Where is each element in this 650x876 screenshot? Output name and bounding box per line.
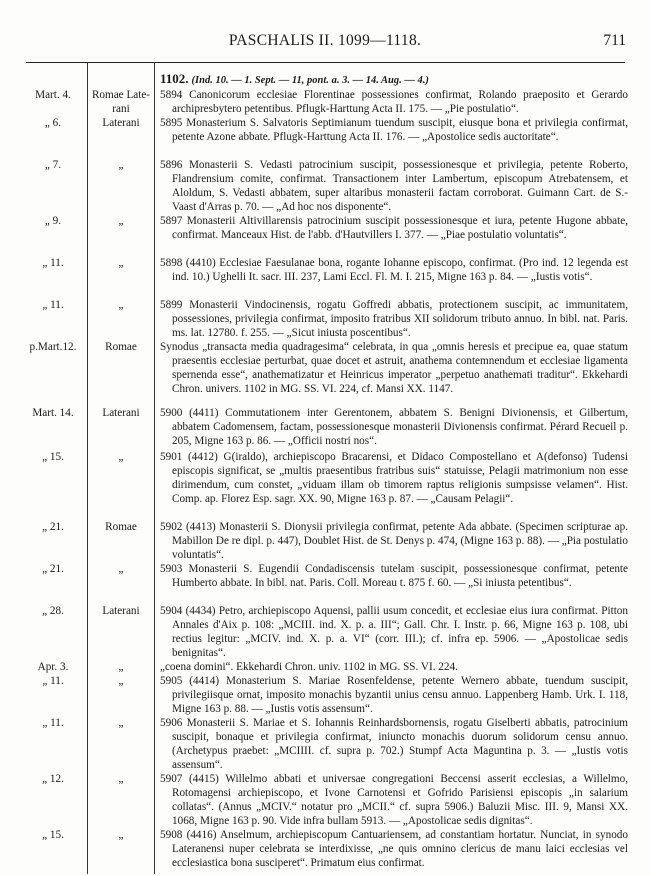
- entry-place: „: [118, 717, 124, 729]
- year-heading: [160, 72, 628, 88]
- entry-text: 5908 (4416) Anselmum, archiepiscopum Cantuariensem, ad constantiam hortatur. Nunciat, in synodo Lateranensi nuper celebrata se interdixisse, „ne quis omnino clericus de manu laici ecclesias vel ecclesiastica bona susciperet“. Primatum eius confirmat.: [160, 829, 628, 869]
- entry-place: Romae Late-rani: [91, 89, 151, 115]
- entry-text: 5899 Monasterii Vindocinensis, rogatu Goffredi abbatis, protectionem suscipit, ac immunitatem, possessiones, privilegia confirmat, imposito fratribus XII solidorum tributo annuo. In bibl. nat. Paris. ms. lat. 12780. f. 255. — „Sicut iniusta poscentibus“.: [160, 299, 628, 339]
- entry-text: 5905 (4414) Monasterium S. Mariae Rosenfeldense, petente Wernero abbate, tuendum suscipit, privilegiisque ornat, imposito monachis byzantii unius censu annuo. Lappenberg Hamb. Urk. I. 118, Migne 163 p. 88. — „Iustis votis assensum“.: [160, 675, 628, 715]
- header-rule: [26, 62, 625, 63]
- entry-date: „ 9.: [44, 215, 62, 227]
- entry-date: „ 7.: [44, 159, 62, 171]
- entry-date: „ 15.: [42, 829, 64, 841]
- entry-text: 5903 Monasterii S. Eugendii Condadiscensis tutelam suscipit, possessionesque confirmat, petente Humberto abbate. In bibl. nat. Paris. Coll. Moreau t. 875 f. 60. — „Si iniusta petentibus“.: [160, 563, 628, 589]
- running-title: PASCHALIS II. 1099—1118.: [228, 32, 422, 49]
- entry-text: 5894 Canonicorum ecclesiae Florentinae possessiones confirmat, Rolando praeposito et Gerardo archipresbytero petentibus. Pflugk-Harttung Acta II. 175. — „Pie postulatio“.: [160, 89, 628, 115]
- entry-date: „ 11.: [42, 675, 64, 687]
- entry-date: „ 28.: [42, 605, 64, 617]
- year-number: 1102.: [160, 71, 189, 86]
- column-divider-date-place: [87, 62, 88, 874]
- entry-text: 5898 (4410) Ecclesiae Faesulanae bona, rogante Iohanne episcopo, confirmat. (Pro ind. 12 legenda est ind. 10.) Ughelli It. sacr. III. 237, Lami Eccl. Fl. M. I. 215, Migne 163 p. 84. — „Iustis votis“.: [160, 257, 628, 283]
- entry-place: „: [118, 299, 124, 311]
- entry-text: 5902 (4413) Monasterii S. Dionysii privilegia confirmat, petente Ada abbate. (Specimen scripturae ap. Mabillon De re dipl. p. 447), Doublet Hist. de St. Denys p. 474, (Migne 163 p. 88). — „Pia postulatio voluntatis“.: [160, 521, 628, 561]
- indiction-info: (Ind. 10. — 1. Sept. — 11, pont. a. 3. — 14. Aug. — 4.): [191, 75, 429, 86]
- entry-text: 5904 (4434) Petro, archiepiscopo Aquensi, pallii usum concedit, et ecclesiae eius iura confirmat. Pitton Annales d'Aix p. 108: „MCIII. ind. X. p. a. III“; Gall. Chr. I. Instr. p. 66, Migne 163 p. 108, ubi rectius legitur: „MCIV. ind. X. p. a. VI“ (corr. III.); cf. infra ep. 5906. — „Apostolicae sedis benignitas“.: [160, 605, 628, 659]
- entry-date: „ 11.: [42, 717, 64, 729]
- entry-place: „: [118, 215, 124, 227]
- entry-text: 5900 (4411) Commutationem inter Gerentonem, abbatem S. Benigni Divionensis, et Gilbertum, abbatem Cadomensem, factam, possessionesque monasterii Divionensis confirmat. Pérard Recueil p. 205, Migne 163 p. 86. — „Officii nostri nos“.: [160, 407, 628, 447]
- entry-date: „ 6.: [44, 117, 62, 129]
- entry-place: „: [118, 257, 124, 269]
- page-number: 711: [603, 32, 626, 49]
- entry-place: Romae: [105, 521, 137, 533]
- entry-place: „: [118, 773, 124, 785]
- entry-place: Laterani: [102, 117, 140, 129]
- entry-date: Apr. 3.: [37, 661, 69, 673]
- entry-text: 5895 Monasterium S. Salvatoris Septimianum tuendum suscipit, eiusque bona et privilegia confirmat, petente Azone abbate. Pflugk-Harttung Acta II. 176. — „Apostolice sedis auctoritate“.: [160, 117, 628, 143]
- entry-date: „ 11.: [42, 257, 64, 269]
- entry-date: Mart. 4.: [35, 89, 71, 101]
- running-header: [24, 26, 626, 48]
- entry-date: „ 21.: [42, 521, 64, 533]
- entry-place: „: [118, 563, 124, 575]
- entry-text: 5901 (4412) G(iraldo), archiepiscopo Bracarensi, et Didaco Compostellano et A(defonso) Tudensi episcopis significat, se „multis praesentibus fratribus suis“ statuisse, Pelagii matrimonium non esse dirimendum, cum constet, „viduam illam ob timorem raptus religionis sumpsisse velamen“. Hist. Comp. ap. Florez Esp. sagr. XX. 90, Migne 163 p. 87. — „Causam Pelagii“.: [160, 451, 628, 505]
- entry-date: „ 12.: [42, 773, 64, 785]
- entry-place: Laterani: [102, 605, 140, 617]
- entry-text: 5906 Monasterii S. Mariae et S. Iohannis Reinhardsbornensis, rogatu Giselberti abbatis, patrocinium suscipit, bonaque et privilegia confirmat, iniuncto monachis duorum solidorum censu annuo. (Archetypus praebet: „MCIIII. cf. supra p. 702.) Stumpf Acta Maguntina p. 3. — „Iustis votis assensum“.: [160, 717, 628, 771]
- entry-place: „: [118, 675, 124, 687]
- entry-date: „ 11.: [42, 299, 64, 311]
- entry-place: „: [118, 829, 124, 841]
- entry-place: Romae: [105, 341, 137, 353]
- entry-text: 5907 (4415) Willelmo abbati et universae congregationi Beccensi asserit ecclesias, a Willelmo, Rotomagensi archiepiscopo, et Ivone Carnotensi et Gofrido Parisiensi episcopis „in salarium collatas“. (Annus „MCIV.“ notatur pro „MCII.“ cf. supra 5906.) Baluzii Misc. III. 9, Mansi XX. 1068, Migne 163 p. 90. Vide infra bullam 5913. — „Apostolicae sedis dignitas“.: [160, 773, 628, 827]
- entry-place: „: [118, 159, 124, 171]
- entry-date: p.Mart.12.: [29, 341, 77, 353]
- entry-date: Mart. 14.: [32, 407, 74, 419]
- entry-text: „coena domini“. Ekkehardi Chron. univ. 1102 in MG. SS. VI. 224.: [160, 661, 458, 673]
- entry-date: „ 21.: [42, 563, 64, 575]
- entry-place: „: [118, 451, 124, 463]
- entry-text: 5897 Monasterii Altivillarensis patrocinium suscipit possessionesque et iura, petente Hugone abbate, confirmat. Manceaux Hist. de l'abb. d'Hautvillers I. 377. — „Piae postulatio voluntatis“.: [160, 215, 628, 241]
- column-divider-place-text: [154, 62, 155, 874]
- entry-place: Laterani: [102, 407, 140, 419]
- entry-text: 5896 Monasterii S. Vedasti patrocinium suscipit, possessionesque et privilegia, petente Roberto, Flandrensium comite, confirmat. Transactionem inter Lambertum, episcopum Atrebatensem, et Aloldum, S. Vedasti abbatem, super altaribus monasterii factam corroborat. Guimann Cart. de S.-Vaast d'Arras p. 70. — „Ad hoc nos disponente“.: [160, 159, 628, 213]
- entry-place: „: [118, 661, 124, 673]
- entry-date: „ 15.: [42, 451, 64, 463]
- entry-text: Synodus „transacta media quadragesima“ celebrata, in qua „omnis heresis et precipue ea, quae statum praesentis ecclesiae perturbat, quae docet et astruit, anathema contemnendum et ecclesiae ligamenta spernenda esse“, anathematizatur et Heinricus imperator „perpetuo anathemati traditur“. Ekkehardi Chron. univers. 1102 in MG. SS. VI. 224, cf. Mansi XX. 1147.: [160, 341, 628, 395]
